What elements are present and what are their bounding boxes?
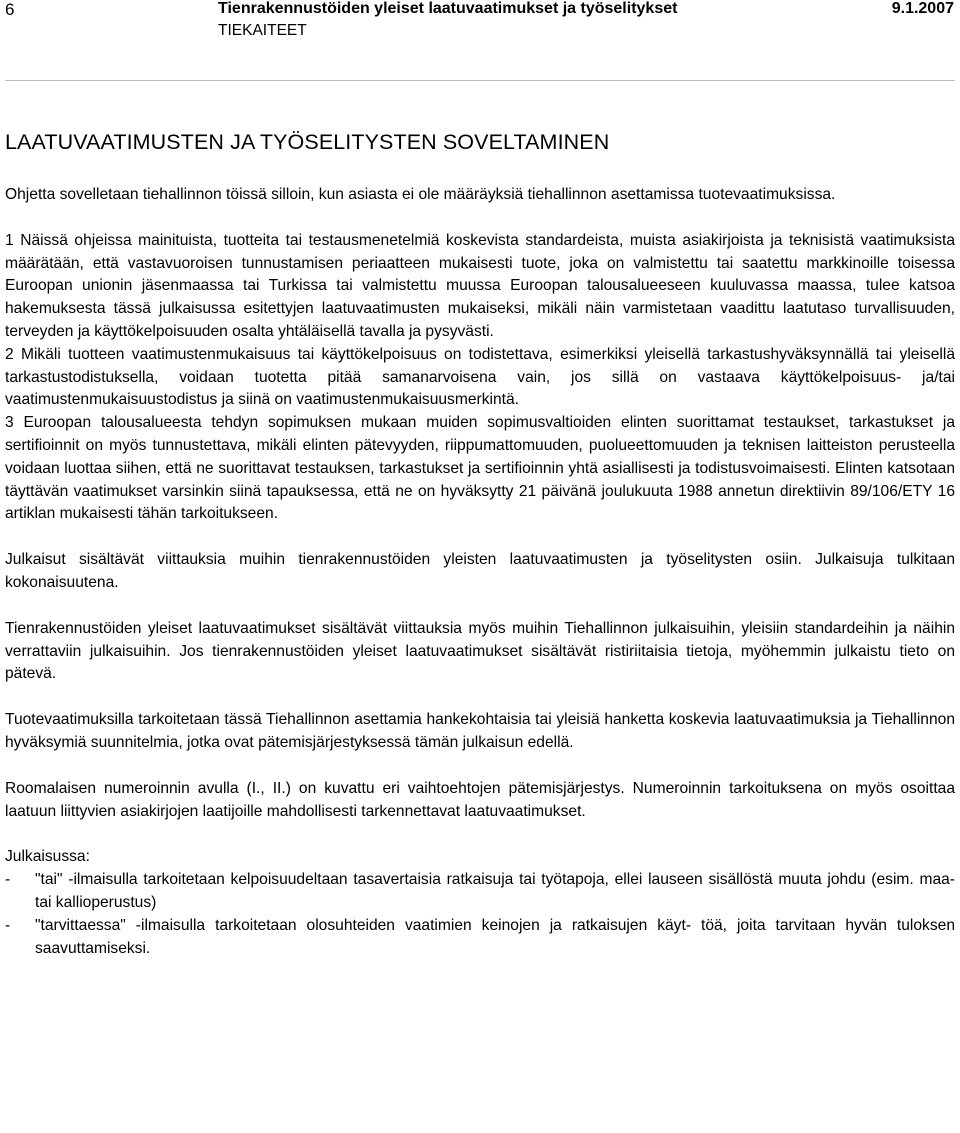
- page-header: [0, 0, 960, 22]
- header-divider: [5, 80, 955, 81]
- note-3: 3 Euroopan talousalueesta tehdyn sopimuksen mukaan muiden sopimusvaltioiden elinten suorittamat testaukset, tarkastukset ja sertifioinnit on myös tunnustettava, mikäli elinten pätevyyden, riippumattomuuden, puolueettomuuden ja teknisen laitteiston perusteella voidaan luottaa siihen, että ne suorittavat testauksen, tarkastukset ja sertifioinnin yhtä asiallisesti ja todistusvoimaisesti. Elinten katsotaan täyttävän vaatimukset varsinkin siinä tapauksessa, että ne on hyväksytty 21 päivänä joulukuuta 1988 annetun direktiivin 89/106/ETY 16 artiklan mukaisesti tähän tarkoitukseen.: [5, 414, 955, 523]
- main-heading: LAATUVAATIMUSTEN JA TYÖSELITYSTEN SOVELTAMINEN: [5, 130, 610, 154]
- intro-paragraph: Ohjetta sovelletaan tiehallinnon töissä silloin, kun asiasta ei ole määräyksiä tiehallinnon asettamissa tuotevaatimuksissa.: [5, 186, 836, 203]
- dash-bullet: -: [5, 916, 11, 934]
- paragraph-other-publications: Tienrakennustöiden yleiset laatuvaatimukset sisältävät viittauksia myös muihin Tiehallinnon julkaisuihin, yleisiin standardeihin ja näihin verrattaviin julkaisuihin. Jos tienrakennustöiden yleiset laatuvaatimukset sisältävät ristiriitaisia tietoja, myöhemmin julkaistu tieto on pätevä.: [5, 619, 955, 683]
- document-title: Tienrakennustöiden yleiset laatuvaatimukset ja työselitykset: [218, 0, 678, 17]
- list-item: [5, 915, 955, 961]
- list-item-text: "tarvittaessa" -ilmaisulla tarkoitetaan olosuhteiden vaatimien keinojen ja ratkaisujen käyt- töä, joita tarvitaan hyvän tuloksen saavuttamiseksi.: [35, 916, 955, 957]
- note-1: 1 Näissä ohjeissa mainituista, tuotteita tai testausmenetelmiä koskevista standardeista, muista asiakirjoista ja teknisistä vaatimuksista määrätään, että vastavuoroisen tunnustamisen periaatteen mukaisesti tuote, joka on valmistettu tai saatettu markkinoille toisessa Euroopan unionin jäsenmaassa tai Turkissa tai valmistettu muussa Euroopan talousalueeseen kuuluvassa maassa, tulee katsoa hakemuksesta tässä julkaisussa esitettyjen laatuvaatimusten mukaiseksi, mikäli näin varmistetaan vaadittu laatutaso turvallisuuden, terveyden ja käyttökelpoisuuden osalta yhtäläisellä tavalla ja pysyvästi.: [5, 231, 955, 340]
- page-number: 6: [5, 0, 15, 19]
- paragraph-references: Julkaisut sisältävät viittauksia muihin tienrakennustöiden yleisten laatuvaatimusten ja työselitysten osiin. Julkaisuja tulkitaan kokonaisuutena.: [5, 551, 955, 591]
- publication-label: Julkaisussa:: [5, 848, 90, 866]
- document-date: 9.1.2007: [891, 0, 954, 17]
- paragraph-roman-numbering: Roomalaisen numeroinnin avulla (I., II.) on kuvattu eri vaihtoehtojen pätemisjärjestys. Numeroinnin tarkoituksena on myös osoittaa laatuun liittyvien asiakirjojen laatijoille mahdollisesti tarkennettavat laatuvaatimukset.: [5, 779, 955, 820]
- note-2: 2 Mikäli tuotteen vaatimustenmukaisuus tai käyttökelpoisuus on todistettava, esimerkiksi yleisellä tarkastushyväksynnällä tai yleisellä tarkastustodistuksella, voidaan tuotetta pitää samanarvoisena vain, jos sillä on vastaava käyttökelpoisuus- ja/tai vaatimustenmukaisuustodistus ja siinä on vaatimustenmukaisuusmerkintä.: [5, 345, 955, 409]
- list-item-text: "tai" -ilmaisulla tarkoitetaan kelpoisuudeltaan tasavertaisia ratkaisuja tai työtapoja, ellei lauseen sisällöstä muuta johdu (esim. maa- tai kallioperustus): [35, 871, 955, 911]
- list-item: [5, 869, 955, 915]
- document-body: [5, 184, 955, 960]
- section-label: TIEKAITEET: [218, 22, 307, 39]
- dash-bullet: -: [5, 871, 11, 889]
- paragraph-product-requirements: Tuotevaatimuksilla tarkoitetaan tässä Tiehallinnon asettamia hankekohtaisia tai yleisiä hanketta koskevia laatuvaatimuksia ja Tiehallinnon hyväksymiä suunnitelmia, jotka ovat pätemisjärjestyksessä tämän julkaisun edellä.: [5, 711, 955, 751]
